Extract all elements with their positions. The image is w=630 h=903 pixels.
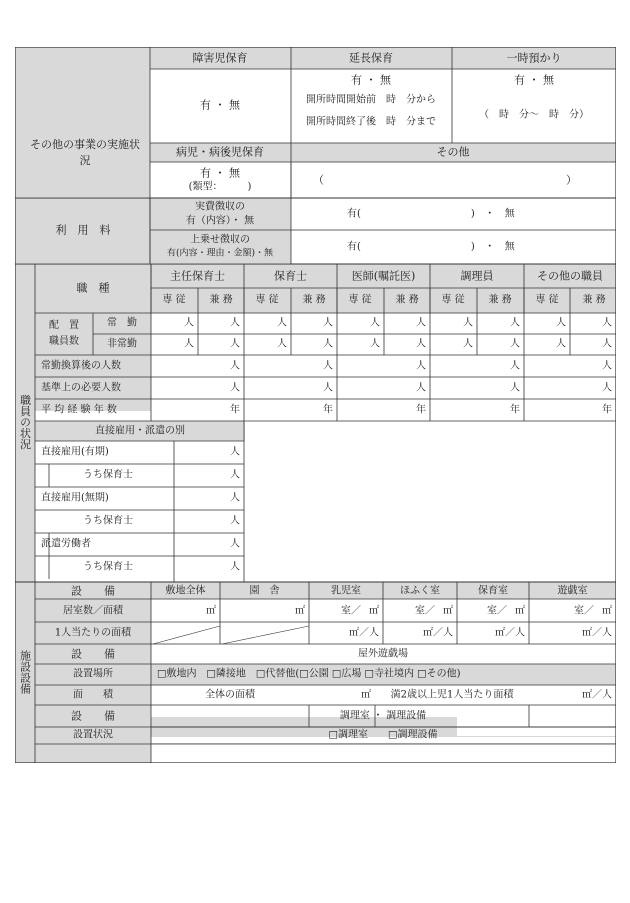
over2-area-label: 満2歳以上児1人当たり面積 <box>390 689 514 701</box>
job-subcol-concurrent-0: 兼 務 <box>209 294 233 306</box>
facility-report-form <box>15 47 616 763</box>
per-person-unit-2: ㎡／人 <box>349 627 379 639</box>
staff-unit-r0-c8: 人 <box>556 317 566 329</box>
staff-unit-r0-c6: 人 <box>463 317 473 329</box>
facility-header: 設 備 <box>71 584 115 598</box>
employment-unit-2: 人 <box>230 492 240 504</box>
room-unit-3: 室／ <box>415 605 435 617</box>
area-sqm-5: ㎡ <box>602 605 612 617</box>
staff-unit-r0-c2: 人 <box>277 317 287 329</box>
staff-unit-r1-c0: 人 <box>184 338 194 350</box>
section-label-fees: 利 用 料 <box>55 223 111 237</box>
fee-extra-line2: 有(内容・理由・金額)・無 <box>166 248 274 259</box>
facility-header-3: 設 備 <box>71 709 115 723</box>
section-label-staff: 職員の状況 <box>18 394 32 450</box>
sick-child-type: (類型： ) <box>188 181 252 193</box>
summary-unit-2-1: 年 <box>323 404 333 416</box>
staff-summary-row-0: 常勤換算後の人数 <box>41 360 121 372</box>
staff-row-parttime: 非常勤 <box>107 338 137 350</box>
header-cell-bg <box>151 717 309 736</box>
room-header-1: 園 舎 <box>249 585 280 597</box>
summary-unit-0-2: 人 <box>416 360 426 372</box>
staff-unit-r0-c1: 人 <box>230 317 240 329</box>
area-row-label: 居室数／面積 <box>63 605 123 617</box>
fee-actual-line2: 有（内容）・ 無 <box>185 215 255 227</box>
staff-summary-row-1: 基準上の必要人数 <box>41 382 121 394</box>
job-type-header: 職 種 <box>76 281 110 295</box>
job-subcol-fulltime-1: 専 従 <box>255 294 279 306</box>
staff-unit-r1-c7: 人 <box>510 338 520 350</box>
job-subcol-concurrent-4: 兼 務 <box>582 294 606 306</box>
employment-unit-3: 人 <box>230 515 240 527</box>
staff-unit-r0-c3: 人 <box>323 317 333 329</box>
playground-header: 屋外遊戯場 <box>358 648 408 660</box>
job-subcol-concurrent-1: 兼 務 <box>302 294 326 306</box>
area-sqm-4: ㎡ <box>515 605 525 617</box>
fee-extra-line1: 上乗せ徴収の <box>190 234 250 246</box>
header-sick-child: 病児・病後児保育 <box>176 145 264 159</box>
job-header-4: その他の職員 <box>537 269 603 283</box>
temporary-care-time: （ 時 分〜 時 分） <box>479 109 589 121</box>
fee-actual-line1: 実費徴収の <box>195 201 245 213</box>
job-subcol-fulltime-0: 専 従 <box>162 294 186 306</box>
summary-unit-0-0: 人 <box>230 360 240 372</box>
job-header-1: 保育士 <box>274 269 307 283</box>
staff-unit-r1-c8: 人 <box>556 338 566 350</box>
staff-unit-r1-c2: 人 <box>277 338 287 350</box>
summary-unit-2-4: 年 <box>602 404 612 416</box>
summary-unit-1-2: 人 <box>416 382 426 394</box>
staff-summary-row-2: 平 均 経 験 年 数 <box>41 404 117 416</box>
staff-unit-r1-c4: 人 <box>370 338 380 350</box>
section-label-other-services: その他の事業の実施状況 <box>30 138 140 167</box>
sick-child-yesno: 有 ・ 無 <box>200 166 240 180</box>
area-sqm-0: ㎡ <box>206 605 216 617</box>
per-person-row-label: 1人当たりの面積 <box>54 627 132 639</box>
job-subcol-fulltime-3: 専 従 <box>441 294 465 306</box>
employment-unit-0: 人 <box>230 446 240 458</box>
staff-unit-r0-c9: 人 <box>602 317 612 329</box>
header-extended-care: 延長保育 <box>349 51 393 65</box>
summary-unit-1-1: 人 <box>323 382 333 394</box>
job-subcol-fulltime-2: 専 従 <box>348 294 372 306</box>
per-person-unit-5: ㎡／人 <box>582 627 612 639</box>
header-cell-bg <box>15 47 150 197</box>
summary-unit-1-0: 人 <box>230 382 240 394</box>
job-header-2: 医師(嘱託医) <box>351 269 416 283</box>
staff-unit-r1-c6: 人 <box>463 338 473 350</box>
area-sqm-1: ㎡ <box>295 605 305 617</box>
employment-unit-1: 人 <box>230 469 240 481</box>
summary-unit-2-3: 年 <box>510 404 520 416</box>
job-header-0: 主任保育士 <box>170 269 225 283</box>
employment-unit-5: 人 <box>230 561 240 573</box>
employment-row-2: 直接雇用(無期) <box>41 492 109 504</box>
staff-unit-r0-c5: 人 <box>416 317 426 329</box>
employment-row-0: 直接雇用(有期) <box>41 446 109 458</box>
fee-extra-value: 有( ) ・ 無 <box>347 241 515 253</box>
header-disabled-care: 障害児保育 <box>192 51 248 65</box>
summary-unit-2-0: 年 <box>230 404 240 416</box>
staff-unit-r0-c7: 人 <box>510 317 520 329</box>
kitchen-header: 調理室 ・ 調理設備 <box>339 710 427 722</box>
diagonal-line <box>153 626 220 644</box>
room-header-5: 遊戯室 <box>557 585 588 597</box>
over2-area-unit: ㎡／人 <box>582 689 612 701</box>
per-person-unit-3: ㎡／人 <box>423 627 453 639</box>
staff-row-fulltime: 常 勤 <box>107 317 137 329</box>
staff-unit-r1-c1: 人 <box>230 338 240 350</box>
room-header-4: 保育室 <box>478 585 508 597</box>
diagonal-line <box>222 626 309 644</box>
job-header-3: 調理員 <box>460 269 494 283</box>
temporary-care-yesno: 有 ・ 無 <box>514 73 554 87</box>
room-header-2: 乳児室 <box>331 585 361 597</box>
room-unit-2: 室／ <box>341 605 361 617</box>
job-subcol-concurrent-2: 兼 務 <box>395 294 419 306</box>
kitchen-options: □調理室 □調理設備 <box>328 729 438 741</box>
summary-unit-1-3: 人 <box>510 382 520 394</box>
employment-type-header: 直接雇用・派遣の別 <box>95 425 185 437</box>
staff-unit-r1-c9: 人 <box>602 338 612 350</box>
location-label: 設置場所 <box>73 668 113 680</box>
extended-care-end: 開所時間終了後 時 分まで <box>306 116 436 128</box>
room-unit-5: 室／ <box>574 605 594 617</box>
setup-label: 設置状況 <box>73 729 113 741</box>
header-temporary-care: 一時預かり <box>506 51 562 65</box>
header-other: その他 <box>436 145 470 159</box>
staff-count-label: 配 置 職員数 <box>49 320 79 347</box>
summary-unit-0-1: 人 <box>323 360 333 372</box>
summary-unit-2-2: 年 <box>416 404 426 416</box>
per-person-unit-4: ㎡／人 <box>495 627 525 639</box>
header-cell-bg <box>151 582 616 599</box>
summary-unit-0-4: 人 <box>602 360 612 372</box>
summary-unit-1-4: 人 <box>602 382 612 394</box>
facility-header-2: 設 備 <box>71 647 115 661</box>
area-sqm-2: ㎡ <box>369 605 379 617</box>
section-label-facilities: 施設設備 <box>18 650 32 694</box>
disabled-care-value: 有 ・ 無 <box>200 98 240 112</box>
extended-care-start: 開所時間開始前 時 分から <box>306 94 436 106</box>
employment-row-1: うち保育士 <box>83 469 133 481</box>
room-header-0: 敷地全体 <box>165 585 206 597</box>
other-value: （ ） <box>313 173 577 187</box>
job-subcol-fulltime-4: 専 従 <box>535 294 559 306</box>
total-area-label: 全体の面積 <box>205 689 255 701</box>
location-options: □敷地内 □隣接地 □代替他(□公園 □広場 □寺社境内 □その他) <box>157 668 461 680</box>
summary-unit-0-3: 人 <box>510 360 520 372</box>
employment-row-5: うち保育士 <box>83 561 133 573</box>
room-unit-4: 室／ <box>487 605 507 617</box>
staff-unit-r1-c3: 人 <box>323 338 333 350</box>
area-sqm-3: ㎡ <box>443 605 453 617</box>
extended-care-yesno: 有 ・ 無 <box>351 73 391 87</box>
employment-row-4: 派遣労働者 <box>41 538 91 550</box>
job-subcol-concurrent-3: 兼 務 <box>488 294 512 306</box>
total-area-sqm: ㎡ <box>361 689 371 701</box>
staff-unit-r0-c4: 人 <box>370 317 380 329</box>
fee-actual-value: 有( ) ・ 無 <box>347 208 515 220</box>
employment-unit-4: 人 <box>230 538 240 550</box>
area-label: 面 積 <box>73 689 113 701</box>
employment-row-3: うち保育士 <box>83 515 133 527</box>
staff-unit-r1-c5: 人 <box>416 338 426 350</box>
staff-unit-r0-c0: 人 <box>184 317 194 329</box>
room-header-3: ほふく室 <box>400 585 440 597</box>
